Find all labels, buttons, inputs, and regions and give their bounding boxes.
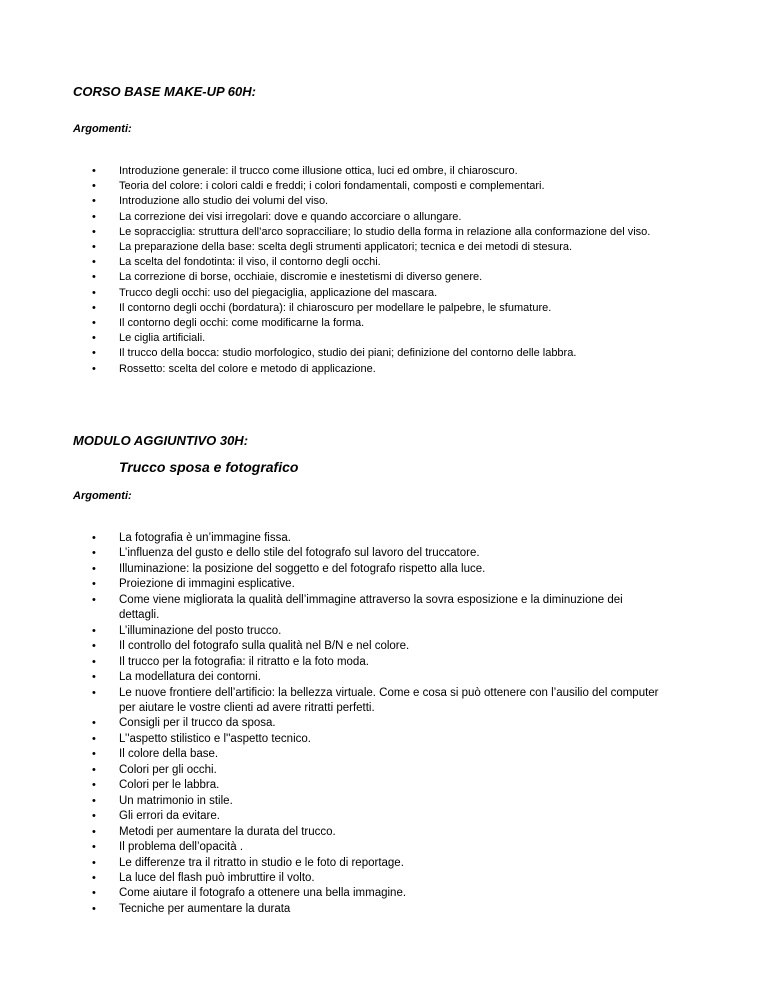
list-item: • Il trucco della bocca: studio morfologico, studio dei piani; definizione del contorno delle labbra. [119,346,659,361]
list-item: • Colori per gli occhi. [119,763,664,778]
list-item: • Introduzione generale: il trucco come illusione ottica, luci ed ombre, il chiaroscuro. [119,164,659,179]
list-item: • La preparazione della base: scelta degli strumenti applicatori; tecnica e dei metodi di stesura. [119,240,659,255]
list-item: • Le sopracciglia: struttura dell’arco sopracciliare; lo studio della forma in relazione alla conformazione del viso. [119,225,659,240]
list-item: • Come viene migliorata la qualità dell’immagine attraverso la sovra esposizione e la diminuzione dei dettagli. [119,593,664,624]
list-item: • Gli errori da evitare. [119,809,664,824]
list-item: • Introduzione allo studio dei volumi del viso. [119,194,659,209]
list-item: • Il problema dell’opacità . [119,840,664,855]
list-item: • Un matrimonio in stile. [119,794,664,809]
module-subtitle: Trucco sposa e fotografico [119,459,299,475]
list-item: • Come aiutare il fotografo a ottenere una bella immagine. [119,886,664,901]
list-item: • Il controllo del fotografo sulla qualità nel B/N e nel colore. [119,639,664,654]
list-item: • L’'aspetto stilistico e l''aspetto tecnico. [119,732,664,747]
list-item: • Consigli per il trucco da sposa. [119,716,664,731]
list-item: • Il trucco per la fotografia: il ritratto e la foto moda. [119,655,664,670]
list-item: • La correzione di borse, occhiaie, discromie e inestetismi di diverso genere. [119,270,659,285]
list-item: • Colori per le labbra. [119,778,664,793]
list-item: • Teoria del colore: i colori caldi e freddi; i colori fondamentali, composti e complementari. [119,179,659,194]
list-item: • Rossetto: scelta del colore e metodo di applicazione. [119,362,659,377]
list-item: • Le nuove frontiere dell’artificio: la bellezza virtuale. Come e cosa si può ottenere con l’ausilio del computer per aiutare le vostre clienti ad avere ritratti perfetti. [119,686,664,717]
list-item: • Il contorno degli occhi (bordatura): il chiaroscuro per modellare le palpebre, le sfumature. [119,301,659,316]
list-item: • Le ciglia artificiali. [119,331,659,346]
list-item: • La correzione dei visi irregolari: dove e quando accorciare o allungare. [119,210,659,225]
module-topics-list [119,531,664,917]
module-topics-label: Argomenti: [73,490,132,502]
list-item: • La modellatura dei contorni. [119,670,664,685]
list-item: • Tecniche per aumentare la durata [119,902,664,917]
list-item: • Le differenze tra il ritratto in studio e le foto di reportage. [119,856,664,871]
list-item: • Proiezione di immagini esplicative. [119,577,664,592]
list-item: • Metodi per aumentare la durata del trucco. [119,825,664,840]
list-item: • Il colore della base. [119,747,664,762]
list-item: • L’illuminazione del posto trucco. [119,624,664,639]
list-item: • Il contorno degli occhi: come modificarne la forma. [119,316,659,331]
list-item: • Trucco degli occhi: uso del piegaciglia, applicazione del mascara. [119,286,659,301]
list-item: • La luce del flash può imbruttire il volto. [119,871,664,886]
list-item: • La scelta del fondotinta: il viso, il contorno degli occhi. [119,255,659,270]
list-item: • L’influenza del gusto e dello stile del fotografo sul lavoro del truccatore. [119,546,664,561]
course-title: CORSO BASE MAKE-UP 60H: [73,84,256,99]
list-item: • Illuminazione: la posizione del soggetto e del fotografo rispetto alla luce. [119,562,664,577]
module-title: MODULO AGGIUNTIVO 30H: [73,433,249,448]
list-item: • La fotografia è un’immagine fissa. [119,531,664,546]
course-topics-list [119,164,659,377]
topics-label: Argomenti: [73,123,132,135]
